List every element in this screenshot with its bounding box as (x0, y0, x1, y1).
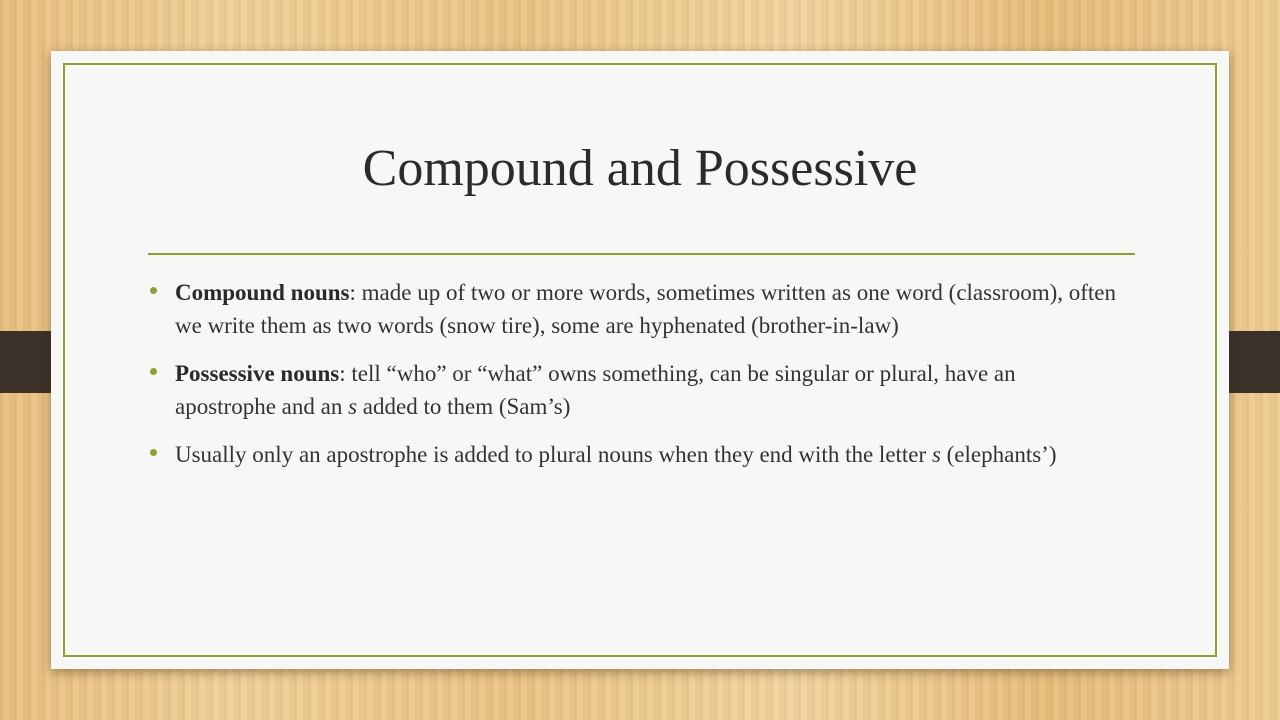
bullet-dot-icon (150, 449, 157, 456)
bullet-term: Possessive nouns (175, 361, 340, 386)
bullet-list (175, 276, 1120, 486)
bullet-compound-nouns (175, 276, 1120, 342)
bullet-plural-apostrophe (175, 438, 1120, 471)
bullet-italic-letter: s (931, 442, 941, 467)
bullet-text: : tell “who” or “what” owns something, can be singular or plural, have an apostrophe and an (175, 361, 1016, 419)
bullet-italic-letter: s (348, 394, 358, 419)
title-divider (148, 253, 1135, 255)
bullet-text: (elephants’) (940, 442, 1057, 467)
bullet-term: Compound nouns (175, 280, 350, 305)
bullet-text: added to them (Sam’s) (357, 394, 571, 419)
bullet-dot-icon (150, 287, 157, 294)
bullet-text: : made up of two or more words, sometimes written as one word (classroom), often we write them as two words (snow tire), some are hyphenated (brother-in-law) (175, 280, 1117, 338)
bullet-possessive-nouns (175, 357, 1120, 423)
slide (51, 51, 1229, 669)
bullet-text: Usually only an apostrophe is added to plural nouns when they end with the letter (175, 442, 932, 467)
bullet-dot-icon (150, 368, 157, 375)
slide-title: Compound and Possessive (362, 140, 918, 197)
